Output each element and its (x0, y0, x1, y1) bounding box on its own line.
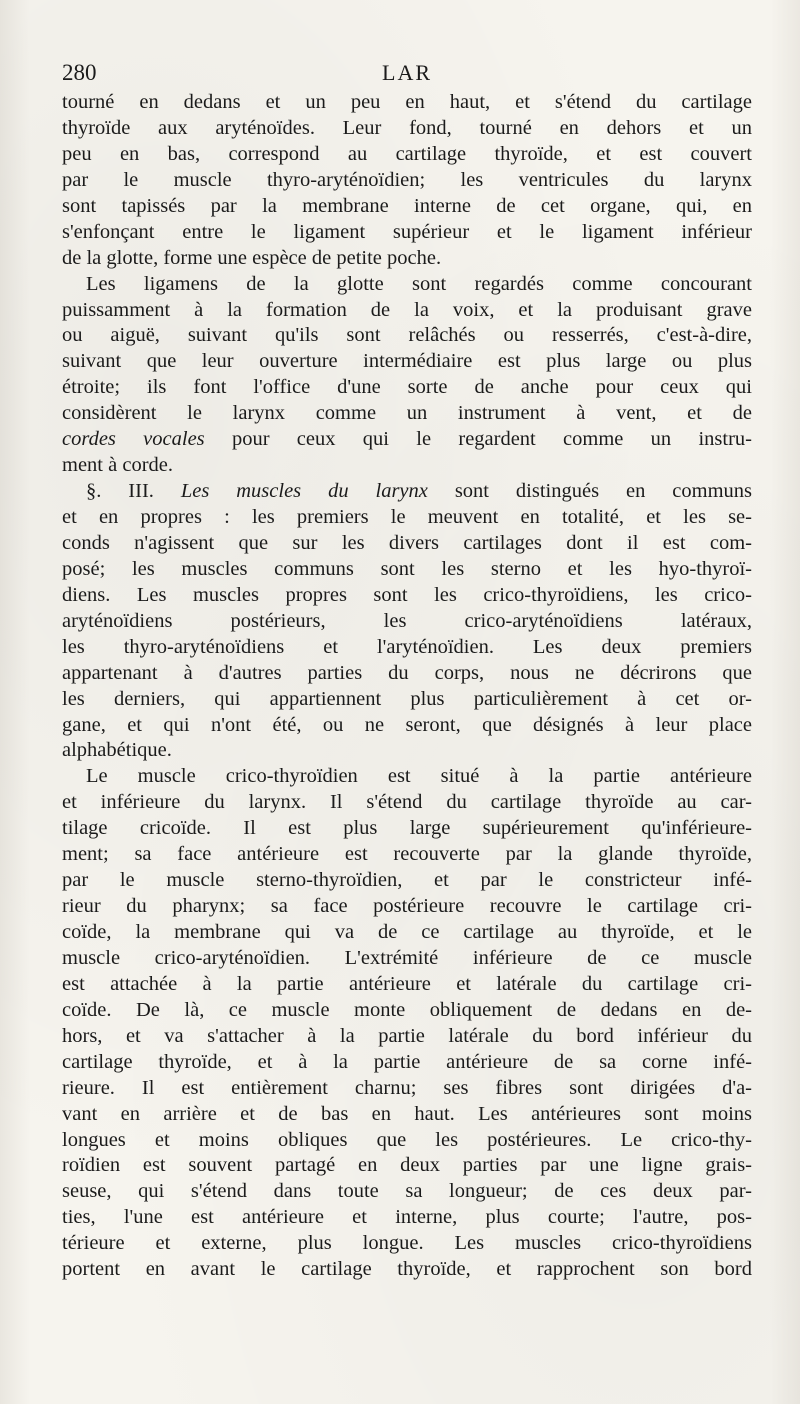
text-line: coïde, la membrane qui va de ce cartilage au thyroïde, et le (62, 921, 752, 943)
text-line: thyroïde aux aryténoïdes. Leur fond, tourné en dehors et un (62, 116, 752, 139)
page-number: 280 (62, 60, 97, 85)
italic-phrase: cordes vocales (62, 428, 205, 451)
text-line: les derniers, qui appartiennent plus particulièrement à cet or- (62, 687, 752, 710)
text-line: Le muscle crico-thyroïdien est situé à la partie antérieure (86, 765, 752, 788)
text-line: alphabétique. (62, 739, 172, 762)
running-head-title: LAR (382, 60, 432, 85)
paragraph (62, 272, 752, 480)
paragraph (62, 764, 752, 1283)
text-line: rieure. Il est entièrement charnu; ses fibres sont dirigées d'a- (62, 1076, 752, 1099)
text-line: appartenant à d'autres parties du corps, nous ne décrirons que (62, 661, 752, 684)
text-line: étroite; ils font l'office d'une sorte de anche pour ceux qui (62, 376, 752, 399)
text-line: §. III. Les muscles du larynx sont distingués en communs (86, 480, 752, 503)
text-line: térieure et externe, plus longue. Les muscles crico-thyroïdiens (62, 1232, 752, 1255)
text-line: roïdien est souvent partagé en deux parties par une ligne grais- (62, 1154, 752, 1177)
text-line: tilage cricoïde. Il est plus large supérieurement qu'inférieure- (62, 817, 752, 840)
text-line: considèrent le larynx comme un instrument à vent, et de (62, 402, 752, 425)
text-line: tourné en dedans et un peu en haut, et s'étend du cartilage (62, 91, 752, 113)
text-line: longues et moins obliques que les postérieures. Le crico-thy- (62, 1128, 752, 1151)
text-line: diens. Les muscles propres sont les crico-thyroïdiens, les crico- (62, 583, 752, 606)
text-line: coïde. De là, ce muscle monte obliquement de dedans en de- (62, 998, 752, 1021)
text-line: cartilage thyroïde, et à la partie antérieure de sa corne infé- (62, 1050, 752, 1073)
text-line: est attachée à la partie antérieure et latérale du cartilage cri- (62, 972, 752, 995)
text-line: conds n'agissent que sur les divers cartilages dont il est com- (62, 531, 752, 554)
running-head (62, 56, 752, 90)
paragraph (62, 90, 752, 272)
text-line: vant en arrière et de bas en haut. Les antérieures sont moins (62, 1102, 752, 1125)
text-line: ou aiguë, suivant qu'ils sont relâchés ou resserrés, c'est-à-dire, (62, 324, 752, 347)
text-line: ment à corde. (62, 454, 173, 477)
text-line: suivant que leur ouverture intermédiaire est plus large ou plus (62, 350, 752, 373)
text-line: aryténoïdiens postérieurs, les crico-aryténoïdiens latéraux, (62, 609, 752, 632)
text-line: ties, l'une est antérieure et interne, plus courte; l'autre, pos- (62, 1206, 752, 1229)
text-line: cordes vocales pour ceux qui le regardent comme un instru- (62, 428, 752, 451)
text-line: par le muscle thyro-aryténoïdien; les ventricules du larynx (62, 168, 752, 191)
body-text (62, 90, 752, 1283)
text-line: et inférieure du larynx. Il s'étend du cartilage thyroïde au car- (62, 791, 752, 814)
paragraph (62, 479, 752, 764)
italic-phrase: Les muscles du larynx (180, 480, 428, 503)
text-line: les thyro-aryténoïdiens et l'aryténoïdien. Les deux premiers (62, 635, 752, 658)
text-line: puissamment à la formation de la voix, et la produisant grave (62, 298, 752, 321)
text-line: seuse, qui s'étend dans toute sa longueur; de ces deux par- (62, 1180, 752, 1203)
text-line: gane, et qui n'ont été, ou ne seront, que désignés à leur place (62, 713, 752, 736)
text-line: Les ligamens de la glotte sont regardés comme concourant (86, 272, 752, 295)
text-line: hors, et va s'attacher à la partie latérale du bord inférieur du (62, 1024, 752, 1047)
text-line: s'enfonçant entre le ligament supérieur et le ligament inférieur (62, 220, 752, 243)
text-line: ment; sa face antérieure est recouverte par la glande thyroïde, (62, 843, 752, 866)
text-line: par le muscle sterno-thyroïdien, et par le constricteur infé- (62, 869, 752, 892)
text-line: muscle crico-aryténoïdien. L'extrémité inférieure de ce muscle (62, 946, 752, 969)
text-line: posé; les muscles communs sont les sterno et les hyo-thyroï- (62, 557, 752, 580)
text-line: et en propres : les premiers le meuvent en totalité, et les se- (62, 506, 752, 528)
text-line: peu en bas, correspond au cartilage thyroïde, et est couvert (62, 142, 752, 165)
text-line: rieur du pharynx; sa face postérieure recouvre le cartilage cri- (62, 895, 752, 918)
text-line: sont tapissés par la membrane interne de cet organe, qui, en (62, 194, 752, 217)
text-line: de la glotte, forme une espèce de petite poche. (62, 246, 442, 269)
text-line: portent en avant le cartilage thyroïde, et rapprochent son bord (62, 1258, 752, 1281)
